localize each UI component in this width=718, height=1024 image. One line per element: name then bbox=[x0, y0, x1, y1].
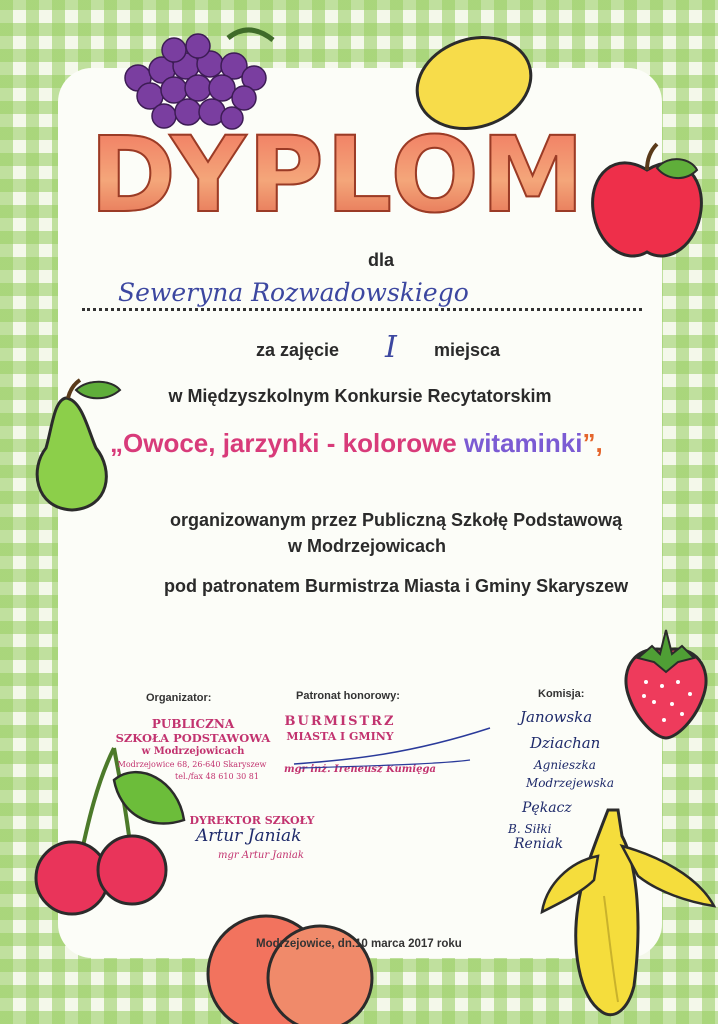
peach-icon bbox=[202, 908, 382, 1024]
place-prefix: za zajęcie bbox=[256, 340, 340, 360]
organizer-stamp-line-5: tel./fax 48 610 30 81 bbox=[175, 772, 259, 781]
strawberry-icon bbox=[616, 624, 716, 744]
patron-stamp-line-2: MIASTA I GMINY bbox=[286, 730, 394, 743]
director-signature: Artur Janiak bbox=[196, 826, 302, 846]
organizer-stamp-line-2: SZKOŁA PODSTAWOWA bbox=[115, 731, 271, 745]
patron-signature-stroke bbox=[290, 720, 500, 780]
committee-signature-4: Modrzejewska bbox=[526, 776, 615, 790]
patron-heading: Patronat honorowy: bbox=[296, 690, 400, 702]
contest-theme bbox=[110, 428, 640, 459]
committee-signature-3: Agnieszka bbox=[534, 758, 596, 772]
banana-icon bbox=[538, 806, 718, 1024]
committee-heading: Komisja: bbox=[538, 688, 585, 700]
committee-signature-1: Janowska bbox=[520, 708, 593, 726]
committee-signature-7: Reniak bbox=[514, 836, 564, 852]
patron-name: mgr inż. Ireneusz Kumięga bbox=[284, 764, 436, 775]
organizer-stamp-line-1: PUBLICZNA bbox=[151, 717, 235, 731]
place-value: I bbox=[385, 330, 397, 365]
apple-icon bbox=[585, 140, 710, 270]
committee-signature-6: B. Siłki bbox=[508, 822, 552, 836]
theme-part-2: witaminki bbox=[463, 428, 583, 458]
committee-signature-2: Dziachan bbox=[530, 734, 601, 752]
patronage-line: pod patronatem Burmistrza Miasta i Gminy Skaryszew bbox=[164, 576, 629, 596]
committee-signature-5: Pękacz bbox=[522, 800, 572, 816]
contest-name: w Międzyszkolnym Konkursie Recytatorskim bbox=[168, 386, 552, 406]
recipient-dotted-line bbox=[82, 308, 642, 311]
theme-part-3: ”, bbox=[582, 428, 603, 458]
organizer-heading: Organizator: bbox=[146, 692, 212, 704]
organized-by-line-1: organizowanym przez Publiczną Szkołę Podstawową bbox=[170, 510, 623, 530]
theme-part-1: „Owoce, jarzynki - kolorowe bbox=[110, 428, 464, 458]
organizer-stamp-line-4: Modrzejowice 68, 26-640 Skaryszew bbox=[117, 760, 267, 769]
organizer-stamp-line-3: w Modrzejowicach bbox=[141, 746, 245, 757]
recipient-name: Seweryna Rozwadowskiego bbox=[118, 278, 469, 307]
patron-stamp-line-1: BURMISTRZ bbox=[284, 714, 396, 729]
organized-by-line-2: w Modrzejowicach bbox=[288, 536, 447, 556]
date-line: Modrzejowice, dn.10 marca 2017 roku bbox=[256, 938, 462, 950]
director-title: DYREKTOR SZKOŁY bbox=[189, 814, 315, 827]
diploma-title: DYPLOM bbox=[89, 114, 587, 236]
dla-label: dla bbox=[368, 250, 395, 270]
director-name: mgr Artur Janiak bbox=[218, 850, 304, 861]
place-suffix: miejsca bbox=[434, 340, 501, 360]
